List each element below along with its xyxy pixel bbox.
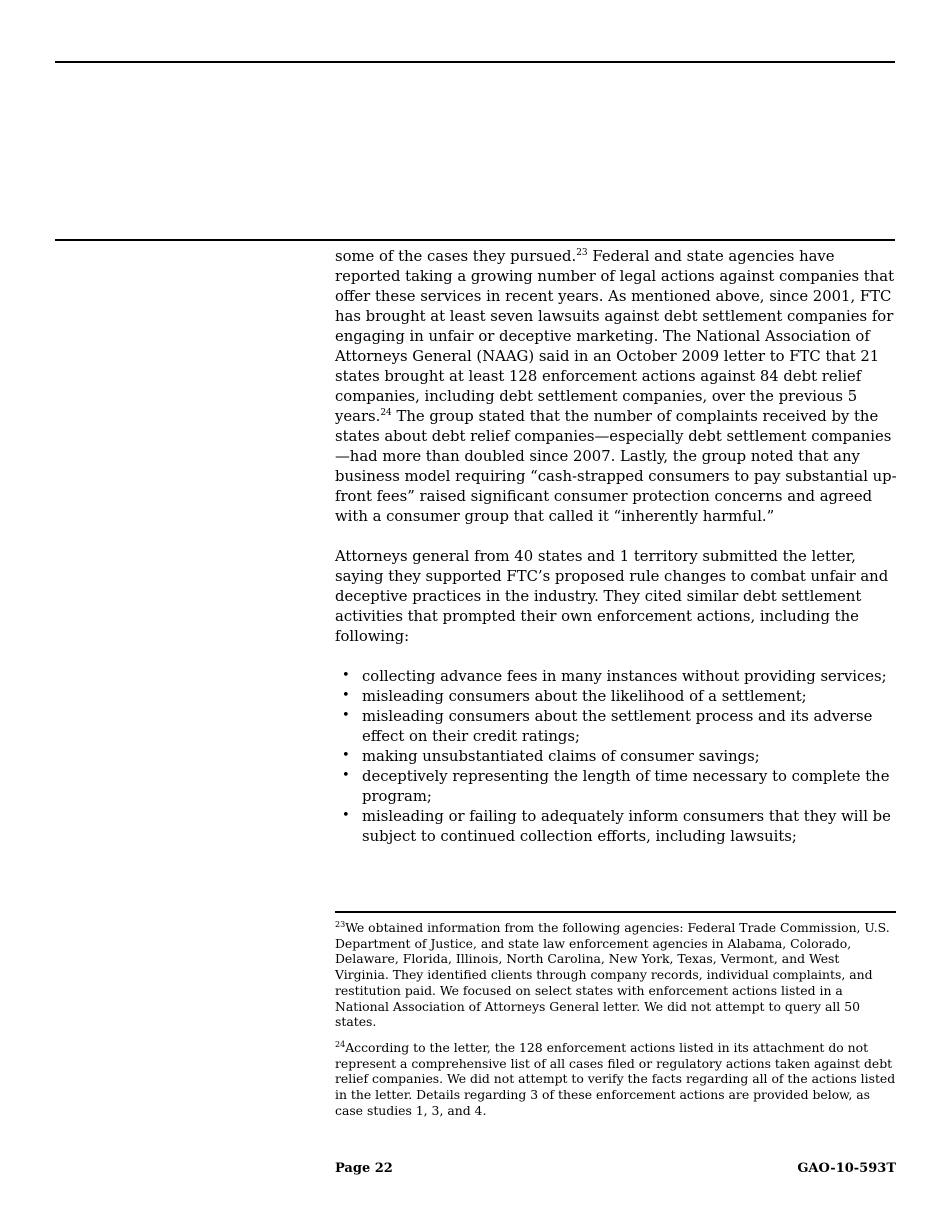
footnote-23 <box>335 920 896 1030</box>
bullet-icon: • <box>342 668 350 683</box>
footnote-24-number: 24 <box>335 1039 346 1049</box>
list-item-text: deceptively representing the length of time necessary to complete the program; <box>362 768 890 805</box>
list-item <box>335 707 897 747</box>
report-number: GAO-10-593T <box>797 1161 896 1176</box>
list-item-text: misleading consumers about the likelihood of a settlement; <box>362 688 807 705</box>
footnote-23-text: We obtained information from the following agencies: Federal Trade Commission, U.S. Department of Justice, and state law enforcement agencies in Alabama, Colorado, Delaware, Florida, Illinois, North Carolina, New York, Texas, Vermont, and West Virginia. They identified clients through company records, individual complaints, and restitution paid. We focused on select states with enforcement actions listed in a National Association of Attorneys General letter. We did not attempt to query all 50 states. <box>335 920 890 1030</box>
footnote-ref-24: 24 <box>380 408 392 419</box>
bullet-icon: • <box>342 748 350 763</box>
paragraph-1-text-2: Federal and state agencies have reported taking a growing number of legal actions against companies that offer these services in recent years. As mentioned above, since 2001, FTC has brought at least seven lawsuits against debt settlement companies for engaging in unfair or deceptive marketing. The National Association of Attorneys General (NAAG) said in an October 2009 letter to FTC that 21 states brought at least 128 enforcement actions against 84 debt relief companies, including debt settlement companies, over the previous 5 years. <box>335 248 895 425</box>
body-column <box>335 247 897 847</box>
top-rule <box>55 61 895 63</box>
bullet-icon: • <box>342 708 350 723</box>
footnote-ref-23: 23 <box>576 248 588 259</box>
list-item <box>335 807 897 847</box>
list-item <box>335 747 897 767</box>
footnotes-section <box>335 911 896 1128</box>
list-item-text: making unsubstantiated claims of consumer savings; <box>362 748 760 765</box>
paragraph-2: Attorneys general from 40 states and 1 territory submitted the letter, saying they supported FTC’s proposed rule changes to combat unfair and deceptive practices in the industry. They cited similar debt settlement activities that prompted their own enforcement actions, including the following: <box>335 548 889 645</box>
list-item-text: collecting advance fees in many instances without providing services; <box>362 668 887 685</box>
page-footer <box>335 1161 896 1176</box>
list-item-text: misleading or failing to adequately inform consumers that they will be subject to continued collection efforts, including lawsuits; <box>362 808 891 845</box>
list-item <box>335 667 897 687</box>
paragraph-1-text-3: The group stated that the number of complaints received by the states about debt relief companies—especially debt settlement companies—had more than doubled since 2007. Lastly, the group noted that any business model requiring “cash-strapped consumers to pay substantial up-front fees” raised significant consumer protection concerns and agreed with a consumer group that called it “inherently harmful.” <box>335 408 897 525</box>
paragraph-1 <box>335 247 897 527</box>
paragraph-1-text-1: some of the cases they pursued. <box>335 248 577 265</box>
list-item <box>335 687 897 707</box>
list-item-text: misleading consumers about the settlement process and its adverse effect on their credit ratings; <box>362 708 873 745</box>
bullet-icon: • <box>342 768 350 783</box>
list-item <box>335 767 897 807</box>
bullet-list <box>335 667 897 847</box>
bullet-icon: • <box>342 688 350 703</box>
footnote-23-number: 23 <box>335 919 346 929</box>
page-number: Page 22 <box>335 1161 393 1176</box>
header-rule <box>55 239 895 241</box>
footnote-24-text: According to the letter, the 128 enforcement actions listed in its attachment do not represent a comprehensive list of all cases filed or regulatory actions taken against debt relief companies. We did not attempt to verify the facts regarding all of the actions listed in the letter. Details regarding 3 of these enforcement actions are provided below, as case studies 1, 3, and 4. <box>335 1039 896 1118</box>
footnote-separator-rule <box>335 911 896 913</box>
footnote-24 <box>335 1040 896 1119</box>
bullet-icon: • <box>342 808 350 823</box>
